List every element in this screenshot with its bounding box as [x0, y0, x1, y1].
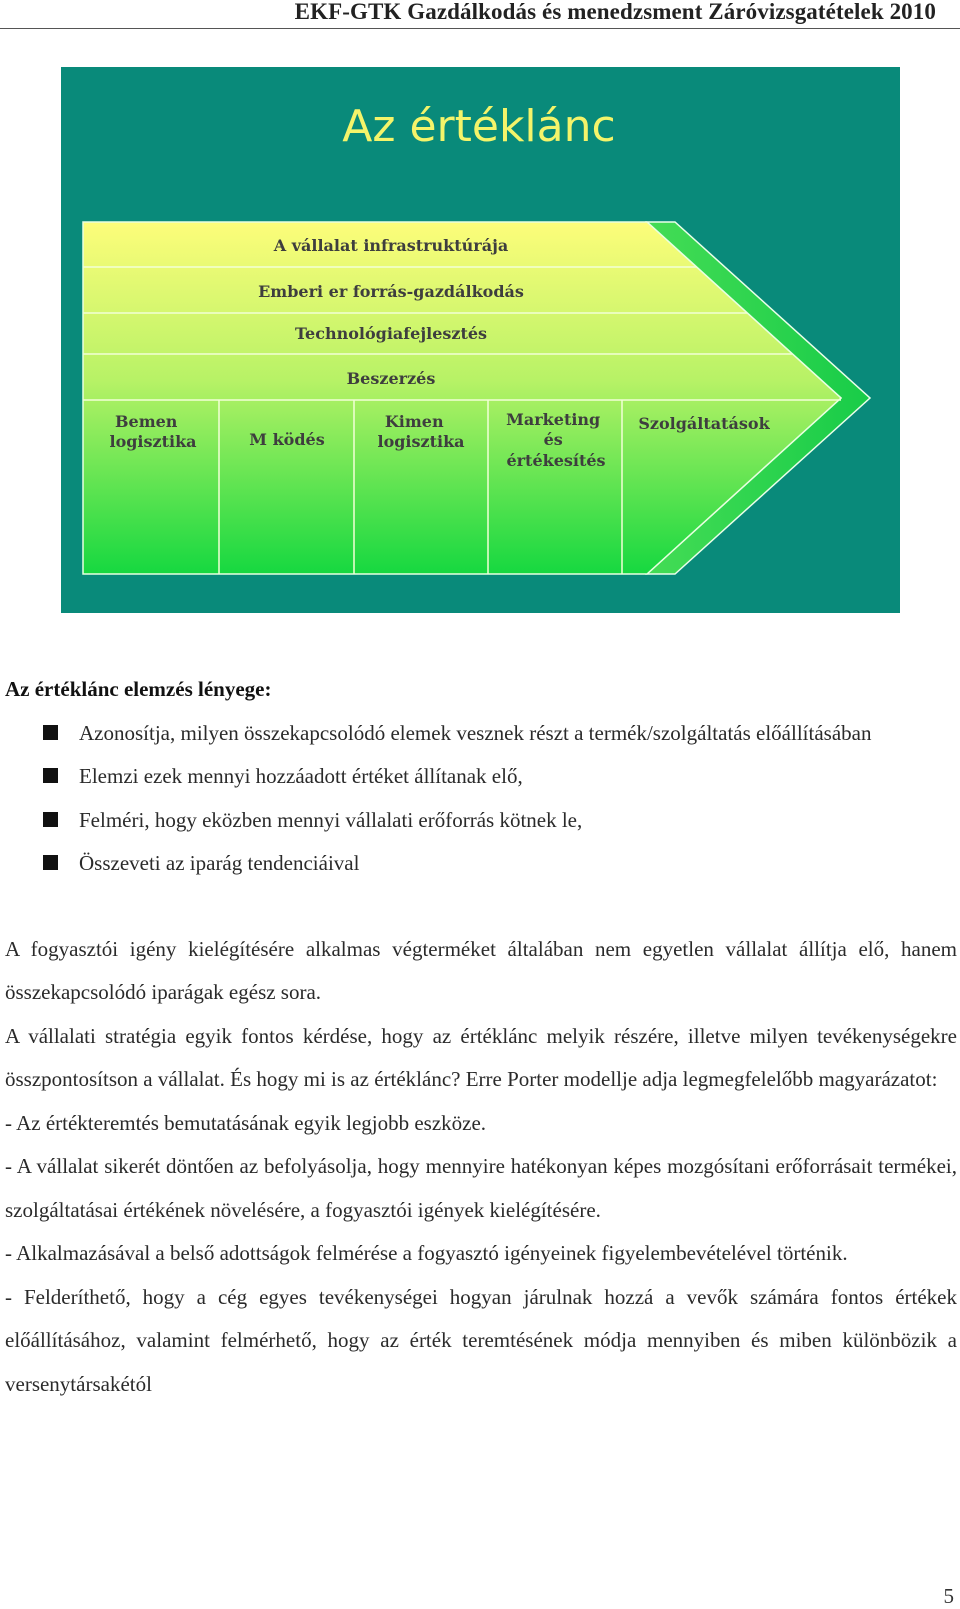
square-bullet-icon	[43, 725, 58, 740]
page-number: 5	[943, 1584, 954, 1608]
paragraph: A fogyasztói igény kielégítésére alkalmas végterméket általában nem egyetlen vállalat állítja elő, hanem összekapcsolódó iparágak egész sora.	[5, 936, 957, 1004]
support-infrastructure-label: A vállalat infrastruktúrája	[273, 236, 509, 255]
spacer	[5, 886, 957, 928]
primary-outbound-logistics-label: Kimen logisztika	[377, 412, 465, 451]
value-chain-slide	[61, 67, 900, 613]
list-item: Azonosítja, milyen összekapcsolódó elemek vesznek részt a termék/szolgáltatás előállításában	[5, 712, 957, 756]
section-title: Az értéklánc elemzés lényege:	[5, 677, 272, 701]
primary-marketing-sales-label: Marketing és értékesítés	[506, 410, 606, 470]
paragraph: - Felderíthető, hogy a cég egyes tevékenységei hogyan járulnak hozzá a vevők számára fontos értékek előállításához, valamint felmérhető, hogy az érték teremtésének módja mennyiben és miben különbözik a versenytársakétól	[5, 1284, 957, 1396]
primary-inbound-logistics-label: Bemen logisztika	[109, 412, 197, 451]
square-bullet-icon	[43, 855, 58, 870]
support-procurement-label: Beszerzés	[346, 369, 436, 388]
paragraph: - Az értékteremtés bemutatásának egyik legjobb eszköze.	[5, 1110, 487, 1135]
list-item: Összeveti az iparág tendenciáival	[5, 842, 957, 886]
slide-title: Az értéklánc	[342, 101, 616, 152]
primary-operations-label: M ködés	[249, 430, 325, 449]
header-title: EKF-GTK Gazdálkodás és menedzsment Záróvizsgatételek 2010	[294, 0, 936, 24]
paragraph: - Alkalmazásával a belső adottságok felmérése a fogyasztó igényeinek figyelembevételével történik.	[5, 1241, 848, 1265]
primary-service-label: Szolgáltatások	[638, 414, 770, 433]
list-item: Elemzi ezek mennyi hozzáadott értéket állítanak elő,	[5, 755, 957, 799]
support-hr-label: Emberi er forrás-gazdálkodás	[258, 282, 524, 301]
paragraph: A vállalati stratégia egyik fontos kérdése, hogy az értéklánc melyik részére, illetve milyen tevékenységekre összpontosítson a vállalat. És hogy mi is az értéklánc? Erre Porter modellje adja legmegfelelőbb magyarázatot:	[5, 1023, 957, 1091]
square-bullet-icon	[43, 768, 58, 783]
page-header	[0, 0, 960, 29]
document-body	[5, 668, 957, 1406]
paragraph: - A vállalat sikerét döntően az befolyásolja, hogy mennyire hatékonyan képes mozgósítani erőforrásait termékei, szolgáltatásai értékének növelésére, a fogyasztói igények kielégítésére.	[5, 1154, 957, 1222]
square-bullet-icon	[43, 812, 58, 827]
list-item: Felméri, hogy eközben mennyi vállalati erőforrás kötnek le,	[5, 799, 957, 843]
bullet-list	[5, 712, 957, 886]
support-technology-label: Technológiafejlesztés	[294, 324, 488, 343]
value-chain-diagram	[61, 67, 900, 613]
